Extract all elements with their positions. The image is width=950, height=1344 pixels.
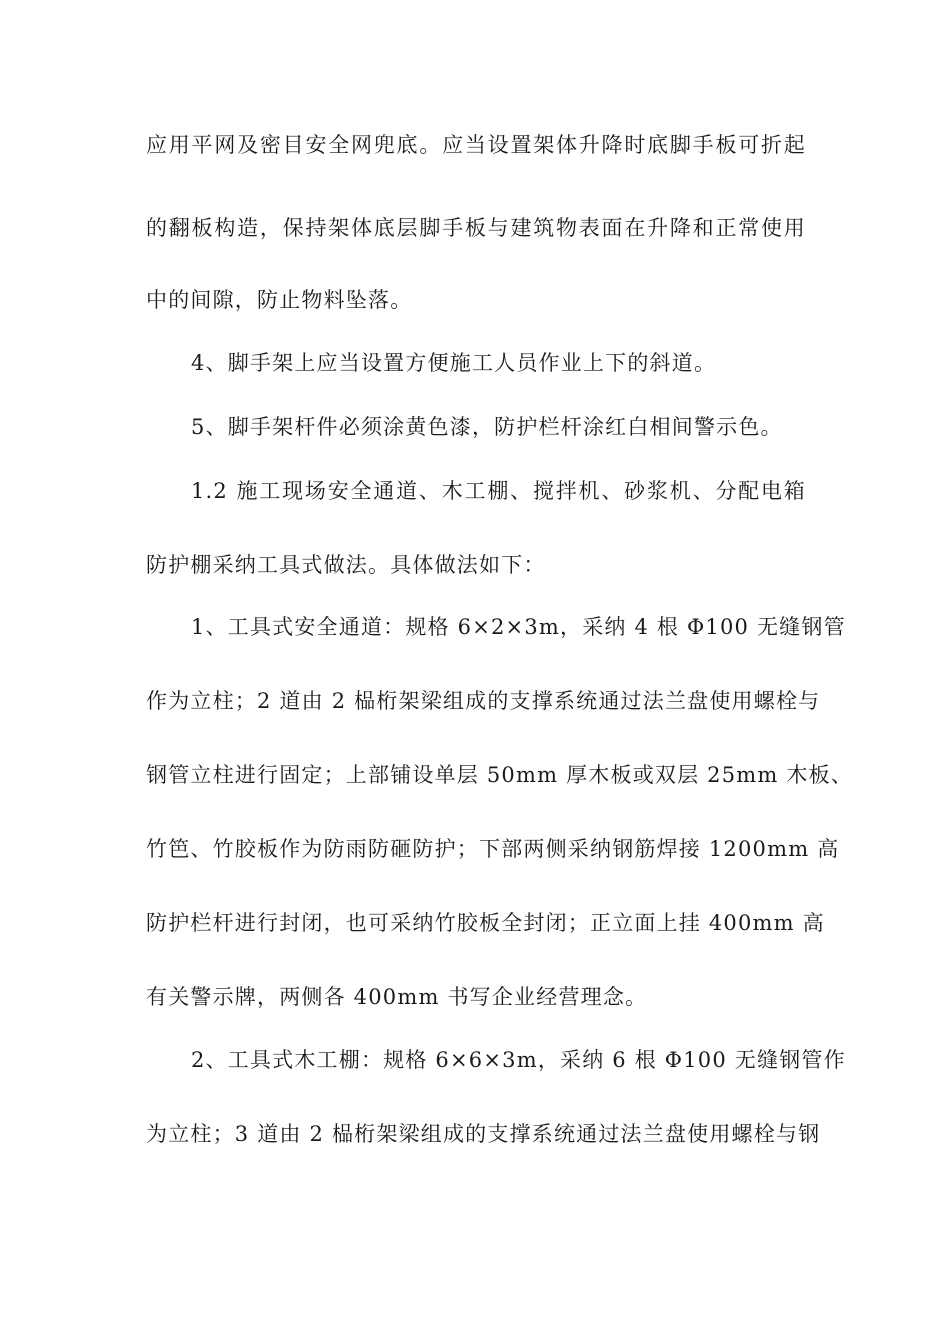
text-line: 钢管立柱进行固定；上部铺设单层 50mm 厚木板或双层 25mm 木板、 [146,763,853,787]
text-line: 中的间隙，防止物料坠落。 [146,288,413,312]
text-line: 应用平网及密目安全网兜底。应当设置架体升降时底脚手板可折起 [146,133,806,157]
text-line: 防护棚采纳工具式做法。具体做法如下： [146,553,546,577]
section-heading-1-2: 1.2 施工现场安全通道、木工棚、搅拌机、砂浆机、分配电箱 [191,479,806,503]
list-item-1: 1、工具式安全通道：规格 6×2×3m，采纳 4 根 Φ100 无缝钢管 [191,615,846,639]
text-line: 竹笆、竹胶板作为防雨防砸防护；下部两侧采纳钢筋焊接 1200mm 高 [146,837,840,861]
list-item-4: 4、脚手架上应当设置方便施工人员作业上下的斜道。 [191,351,717,375]
text-line: 有关警示牌，两侧各 400mm 书写企业经营理念。 [146,985,648,1009]
text-line: 防护栏杆进行封闭，也可采纳竹胶板全封闭；正立面上挂 400mm 高 [146,911,825,935]
list-item-2: 2、工具式木工棚：规格 6×6×3m，采纳 6 根 Φ100 无缝钢管作 [191,1048,846,1072]
text-line: 的翻板构造，保持架体底层脚手板与建筑物表面在升降和正常使用 [146,216,806,240]
text-line: 为立柱；3 道由 2 榀桁架梁组成的支撑系统通过法兰盘使用螺栓与钢 [146,1122,821,1146]
list-item-5: 5、脚手架杆件必须涂黄色漆，防护栏杆涂红白相间警示色。 [191,415,783,439]
text-line: 作为立柱；2 道由 2 榀桁架梁组成的支撑系统通过法兰盘使用螺栓与 [146,689,821,713]
